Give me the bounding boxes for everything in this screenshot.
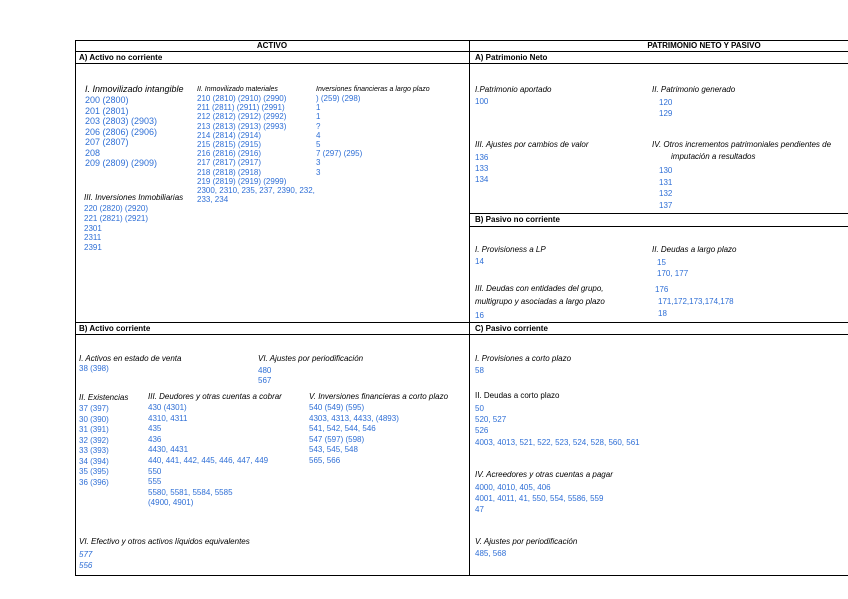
list-item: 2311 — [84, 233, 102, 243]
list-item: 567 — [258, 376, 272, 385]
list-item: 171,172,173,174,178 — [658, 297, 734, 306]
list-item: 436 — [148, 434, 162, 444]
list-item: 208 — [85, 147, 101, 158]
pasivo-nc-bottom — [469, 226, 848, 227]
list-item: 211 (2811) (2911) (2991) — [197, 103, 285, 113]
venta-value: 38 (398) — [79, 364, 109, 373]
list-item: 176 — [655, 285, 669, 294]
list-item: 137 — [659, 200, 673, 210]
deudas-grupo-value: 16 — [475, 311, 484, 320]
ajustes-pasivo-title: V. Ajustes por periodificación — [475, 537, 578, 546]
list-item: 3 — [316, 167, 321, 177]
activo-corriente-top — [75, 322, 469, 323]
inversiones-cp-list — [309, 403, 399, 466]
list-item: 131 — [659, 177, 673, 187]
list-item: 4001, 4011, 41, 550, 554, 5586, 559 — [475, 494, 604, 504]
list-item: 50 — [475, 404, 484, 413]
list-item: 213 (2813) (2913) (2993) — [197, 121, 287, 131]
deudores-title: III. Deudores y otras cuentas a cobrar — [148, 392, 282, 401]
list-item: 4000, 4010, 405, 406 — [475, 483, 551, 492]
list-item: 540 (549) (595) — [309, 403, 365, 412]
list-item: 170, 177 — [657, 269, 689, 278]
sec-a-divider — [75, 63, 848, 64]
ajustes-pasivo-value: 485, 568 — [475, 549, 507, 558]
aportado-title: I.Patrimonio aportado — [475, 85, 552, 94]
list-item: 555 — [148, 477, 162, 487]
list-item: 203 (2803) (2903) — [85, 116, 158, 126]
list-item: 132 — [659, 189, 673, 198]
activo-corriente-bottom — [75, 334, 469, 335]
list-item: 4003, 4013, 521, 522, 523, 524, 528, 560, 561 — [475, 437, 640, 447]
financieras-lp-title: Inversiones financieras a largo plazo — [316, 86, 430, 93]
list-item: 541, 542, 544, 546 — [309, 424, 376, 433]
deudas-grupo-extra-list — [655, 284, 734, 320]
list-item: 577 — [79, 550, 93, 559]
list-item: 201 (2801) — [85, 105, 129, 116]
deudas-grupo-title2: multigrupo y asociadas a largo plazo — [475, 297, 605, 306]
pasivo-nc-top — [469, 213, 848, 214]
deudores-list — [148, 403, 268, 509]
list-item: 4 — [316, 130, 321, 140]
pasivo-corriente-title: C) Pasivo corriente — [475, 324, 548, 333]
list-item: 18 — [658, 309, 667, 318]
list-item: 37 (397) — [79, 404, 109, 413]
list-item: 547 (597) (598) — [309, 434, 365, 444]
list-item: 120 — [659, 98, 673, 107]
activo-corriente-title: B) Activo corriente — [79, 324, 151, 333]
list-item: 207 (2807) — [85, 137, 129, 147]
materiales-list — [197, 94, 315, 204]
deudas-lp-list — [657, 257, 688, 279]
list-item: 32 (392) — [79, 435, 109, 445]
list-item: 36 (396) — [79, 477, 109, 487]
list-item: 3 — [316, 158, 321, 168]
list-item: ) (259) (298) — [316, 94, 361, 103]
otros-incrementos-list — [659, 165, 672, 211]
list-item: 4430, 4431 — [148, 445, 189, 455]
list-item: 4303, 4313, 4433, (4893) — [309, 413, 399, 423]
list-item: 217 (2817) (2917) — [197, 158, 262, 168]
otros-incrementos-title: IV. Otros incrementos patrimoniales pendientes de — [652, 140, 832, 149]
list-item: (4900, 4901) — [148, 498, 194, 508]
list-item: 15 — [657, 258, 666, 267]
list-item: 34 (394) — [79, 456, 109, 466]
list-item: 1 — [316, 112, 321, 122]
materiales-title: II. Inmovilizado materiales — [197, 86, 278, 93]
list-item: 526 — [475, 426, 489, 436]
list-item: 1 — [316, 103, 321, 113]
ajustes-activo-list — [258, 366, 271, 386]
list-item: 520, 527 — [475, 415, 507, 425]
generado-list — [659, 97, 672, 119]
list-item: 218 (2818) (2918) — [197, 167, 262, 177]
ajustes-valor-title: III. Ajustes por cambios de valor — [475, 140, 589, 149]
list-item: 47 — [475, 505, 484, 515]
acreedores-list — [475, 482, 603, 516]
deudas-cp-title: II. Deudas a corto plazo — [475, 391, 560, 400]
list-item: 219 (2819) (2919) (2999) — [197, 176, 287, 186]
list-item: 2391 — [84, 243, 102, 253]
pasivo-no-corriente-title: B) Pasivo no corriente — [475, 215, 560, 224]
patrimonio-header: PATRIMONIO NETO Y PASIVO — [647, 41, 761, 50]
list-item: 565, 566 — [309, 455, 341, 465]
list-item: 129 — [659, 109, 673, 118]
list-item: 33 (393) — [79, 446, 109, 455]
list-item: 30 (390) — [79, 414, 109, 424]
list-item: 214 (2814) (2914) — [197, 130, 262, 140]
pasivo-c-top — [469, 322, 848, 323]
ajustes-activo-title: VI. Ajustes por periodificación — [258, 354, 364, 363]
ajustes-valor-list — [475, 152, 488, 185]
list-item: 221 (2821) (2921) — [84, 213, 149, 223]
list-item: 215 (2815) (2915) — [197, 140, 262, 150]
list-item: 206 (2806) (2906) — [85, 126, 158, 137]
list-item: 136 — [475, 153, 489, 162]
list-item: 430 (4301) — [148, 403, 187, 412]
list-item: 220 (2820) (2920) — [84, 204, 149, 213]
list-item: 435 — [148, 424, 162, 434]
list-item: 133 — [475, 164, 489, 173]
activo-header: ACTIVO — [256, 41, 288, 50]
financieras-lp-list — [316, 94, 362, 177]
acreedores-title: IV. Acreedores y otras cuentas a pagar — [475, 470, 613, 479]
list-item: 440, 441, 442, 445, 446, 447, 449 — [148, 455, 269, 465]
list-item: 4310, 4311 — [148, 413, 188, 423]
existencias-title: II. Existencias — [79, 393, 129, 402]
list-item: 134 — [475, 175, 489, 184]
frame-bottom — [75, 575, 848, 576]
pasivo-c-bottom — [469, 334, 848, 335]
generado-title: II. Patrimonio generado — [652, 85, 736, 94]
list-item: 550 — [148, 466, 162, 476]
list-item: 210 (2810) (2910) (2990) — [197, 94, 287, 103]
list-item: 2301 — [84, 223, 102, 233]
list-item: ? — [316, 121, 321, 131]
deudas-grupo-title: III. Deudas con entidades del grupo, — [475, 284, 604, 293]
efectivo-title: VI. Efectivo y otros activos líquidos equivalentes — [79, 537, 250, 546]
deudas-lp-title: II. Deudas a largo plazo — [652, 245, 737, 254]
list-item: 35 (395) — [79, 467, 109, 476]
frame-left — [75, 40, 76, 576]
list-item: 543, 545, 548 — [309, 445, 358, 454]
otros-incrementos-title2: imputación a resultados — [671, 152, 756, 161]
list-item: 5580, 5581, 5584, 5585 — [148, 487, 233, 497]
provisiones-lp-title: I. Provisioness a LP — [475, 245, 546, 254]
list-item: 5 — [316, 140, 321, 150]
efectivo-list — [79, 549, 92, 571]
aportado-value: 100 — [475, 97, 489, 106]
list-item: 233, 234 — [197, 195, 229, 205]
list-item: 31 (391) — [79, 425, 109, 434]
list-item: 209 (2809) (2909) — [85, 158, 158, 168]
list-item: 556 — [79, 561, 93, 570]
inmobiliarias-list — [84, 204, 148, 253]
list-item: 2300, 2310, 235, 237, 2390, 232, — [197, 186, 315, 196]
list-item: 200 (2800) — [85, 95, 129, 105]
provisiones-cp-title: I. Provisiones a corto plazo — [475, 354, 572, 363]
activo-no-corriente-title: A) Activo no corriente — [79, 53, 163, 62]
deudas-cp-list — [475, 403, 640, 448]
intangible-list — [85, 95, 157, 169]
venta-title: I. Activos en estado de venta — [79, 354, 182, 363]
frame-middle — [469, 40, 470, 576]
intangible-title: I. Inmovilizado intangible — [85, 84, 184, 94]
list-item: 212 (2812) (2912) (2992) — [197, 112, 287, 122]
inmobiliarias-title: III. Inversiones Inmobiliarias — [84, 193, 184, 202]
provisiones-cp-value: 58 — [475, 366, 484, 375]
list-item: 7 (297) (295) — [316, 149, 363, 159]
header-divider — [75, 51, 848, 52]
list-item: 216 (2816) (2916) — [197, 149, 262, 159]
list-item: 480 — [258, 366, 272, 375]
existencias-list — [79, 404, 109, 488]
patrimonio-neto-title: A) Patrimonio Neto — [475, 53, 548, 62]
inversiones-cp-title: V. Inversiones financieras a corto plazo — [309, 392, 449, 401]
list-item: 130 — [659, 166, 673, 175]
provisiones-lp-value: 14 — [475, 257, 484, 266]
